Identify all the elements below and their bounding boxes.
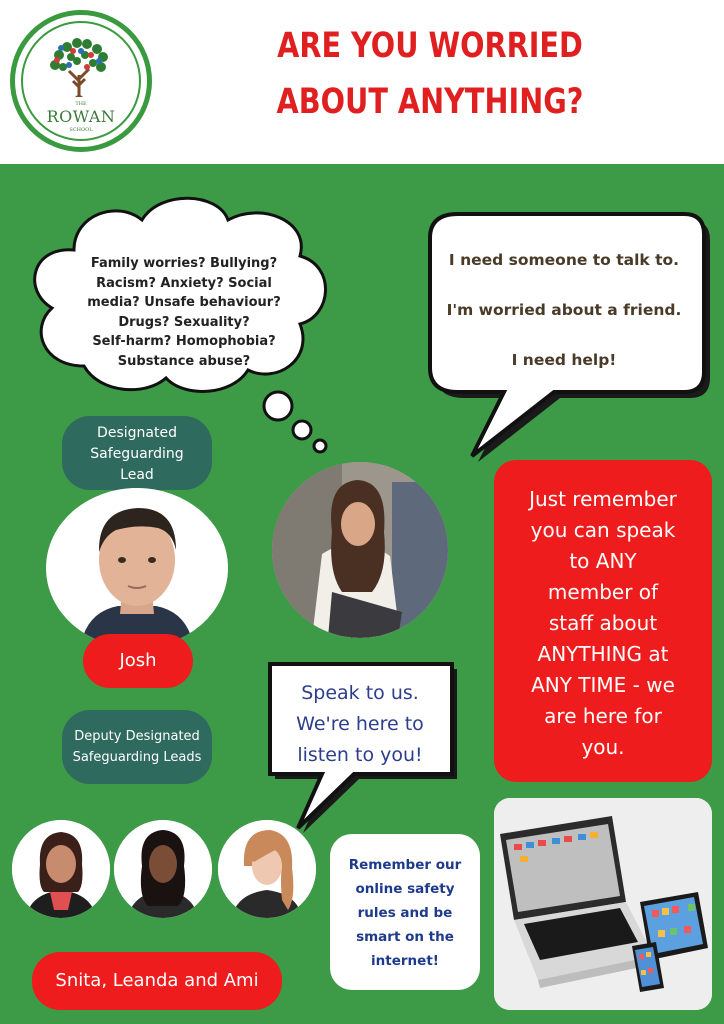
josh-name-pill: Josh: [83, 634, 193, 688]
logo-the: THE: [75, 101, 87, 107]
leanda-photo: [114, 820, 212, 918]
logo-name: ROWAN: [46, 107, 116, 126]
devices-image: [494, 798, 712, 1010]
page-title: [274, 18, 586, 130]
deputy-names-pill: Snita, Leanda and Ami: [32, 952, 282, 1010]
school-logo: [10, 10, 152, 152]
reminder-box: Just remember you can speak to ANY member of staff about ANYTHING at ANY TIME - we are here for you.: [494, 460, 712, 782]
online-safety-box: Remember our online safety rules and be smart on the internet!: [330, 834, 480, 990]
speech-bubble-middle-text: Speak to us. We're here to listen to you!: [296, 682, 424, 766]
thought-bubble-text: Family worries? Bullying? Racism? Anxiety? Social media? Unsafe behaviour? Drugs? Sexuality? Self-harm? Homophobia? Substance abuse?: [87, 256, 281, 369]
title-line-1: ARE YOU WORRIED: [277, 26, 583, 66]
header: [0, 0, 724, 164]
dsl-label: Designated Safeguarding Lead: [62, 416, 212, 490]
ami-photo: [218, 820, 316, 918]
worried-girl-photo: [272, 462, 448, 638]
logo-school: SCHOOL: [69, 127, 93, 133]
snita-photo: [12, 820, 110, 918]
josh-photo: [46, 488, 228, 648]
speech-bubble-right-text: I need someone to talk to. I'm worried about a friend. I need help!: [446, 251, 682, 369]
title-line-2: ABOUT ANYTHING?: [276, 82, 584, 122]
ddsl-label: Deputy Designated Safeguarding Leads: [62, 710, 212, 784]
